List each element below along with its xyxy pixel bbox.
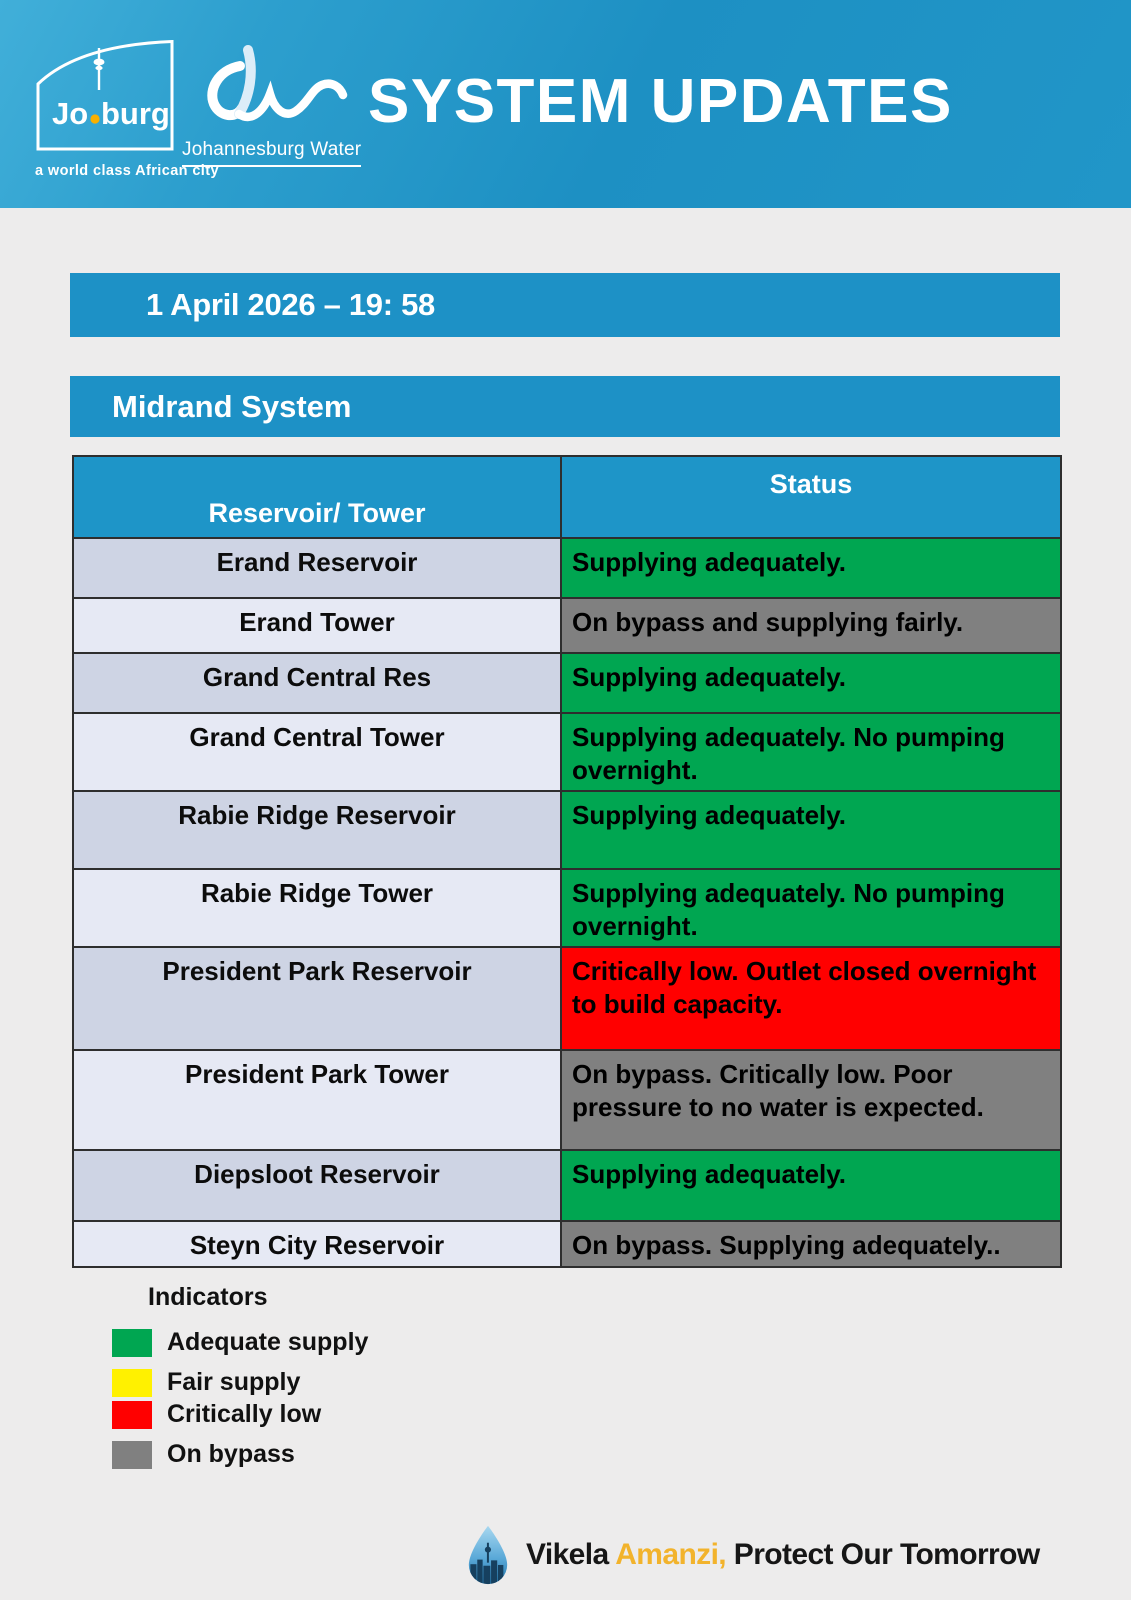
reservoir-name-cell: Rabie Ridge Reservoir [73, 791, 561, 869]
johannesburg-water-label: Johannesburg Water [182, 139, 361, 167]
legend-label: Adequate supply [167, 1328, 369, 1356]
table-row [73, 538, 1061, 598]
reservoir-name-cell: Rabie Ridge Tower [73, 869, 561, 947]
status-cell: On bypass. Supplying adequately.. [561, 1221, 1061, 1267]
table-row [73, 653, 1061, 713]
reservoir-name-cell: President Park Reservoir [73, 947, 561, 1050]
table-row [73, 1150, 1061, 1221]
status-cell: Critically low. Outlet closed overnight to build capacity. [561, 947, 1061, 1050]
reservoir-name-cell: Grand Central Tower [73, 713, 561, 791]
legend-item-adequate [112, 1328, 368, 1357]
table-row [73, 869, 1061, 947]
water-drop-icon [465, 1524, 511, 1586]
bypass-swatch-icon [112, 1441, 152, 1469]
indicators-legend [112, 1283, 368, 1469]
system-title-bar [70, 376, 1060, 437]
legend-item-critical [112, 1400, 368, 1429]
table-row [73, 1050, 1061, 1150]
table-row [73, 713, 1061, 791]
reservoir-name-cell: Grand Central Res [73, 653, 561, 713]
system-title: Midrand System [112, 388, 352, 424]
reservoir-name-cell: Erand Tower [73, 598, 561, 653]
status-table [72, 455, 1062, 1268]
joburg-yellow-dot [90, 114, 99, 123]
joburg-wordmark-jo: Jo [52, 96, 89, 131]
status-cell: On bypass. Critically low. Poor pressure to no water is expected. [561, 1050, 1061, 1150]
joburg-logo [35, 38, 219, 179]
status-cell: On bypass and supplying fairly. [561, 598, 1061, 653]
legend-item-fair [112, 1368, 368, 1397]
reservoir-name-cell: Steyn City Reservoir [73, 1221, 561, 1267]
reservoir-name-cell: Diepsloot Reservoir [73, 1150, 561, 1221]
table-header-row [73, 456, 1061, 538]
table-row [73, 1221, 1061, 1267]
reservoir-name-cell: President Park Tower [73, 1050, 561, 1150]
johannesburg-water-logo [182, 44, 362, 167]
table-row [73, 947, 1061, 1050]
fair-swatch-icon [112, 1369, 152, 1397]
status-cell: Supplying adequately. No pumping overnight. [561, 869, 1061, 947]
joburg-tagline: a world class African city [35, 163, 219, 179]
legend-label: Critically low [167, 1400, 322, 1428]
column-header-reservoir: Reservoir/ Tower [73, 456, 561, 538]
status-cell: Supplying adequately. [561, 538, 1061, 598]
table-row [73, 598, 1061, 653]
reservoir-name-cell: Erand Reservoir [73, 538, 561, 598]
footer-slogan [465, 1524, 1040, 1586]
critical-swatch-icon [112, 1401, 152, 1429]
legend-label: Fair supply [167, 1368, 301, 1396]
joburg-crest-icon [35, 38, 175, 152]
water-waves-icon [182, 44, 352, 136]
adequate-swatch-icon [112, 1329, 152, 1357]
column-header-status: Status [561, 456, 1061, 538]
page-title: SYSTEM UPDATES [368, 67, 953, 136]
slogan-part1: Vikela [526, 1538, 616, 1571]
legend-label: On bypass [167, 1440, 295, 1468]
slogan-part3: Protect Our Tomorrow [726, 1538, 1040, 1571]
indicators-title: Indicators [148, 1283, 268, 1311]
status-cell: Supplying adequately. [561, 791, 1061, 869]
header-banner [0, 0, 1131, 208]
legend-item-bypass [112, 1440, 368, 1469]
status-cell: Supplying adequately. [561, 1150, 1061, 1221]
slogan-text [526, 1538, 1040, 1572]
table-row [73, 791, 1061, 869]
datetime-bar [70, 273, 1060, 337]
datetime-text: 1 April 2026 – 19: 58 [146, 287, 435, 322]
status-cell: Supplying adequately. No pumping overnight. [561, 713, 1061, 791]
status-cell: Supplying adequately. [561, 653, 1061, 713]
slogan-accent: Amanzi, [615, 1538, 727, 1571]
joburg-wordmark-burg: burg [101, 96, 170, 131]
